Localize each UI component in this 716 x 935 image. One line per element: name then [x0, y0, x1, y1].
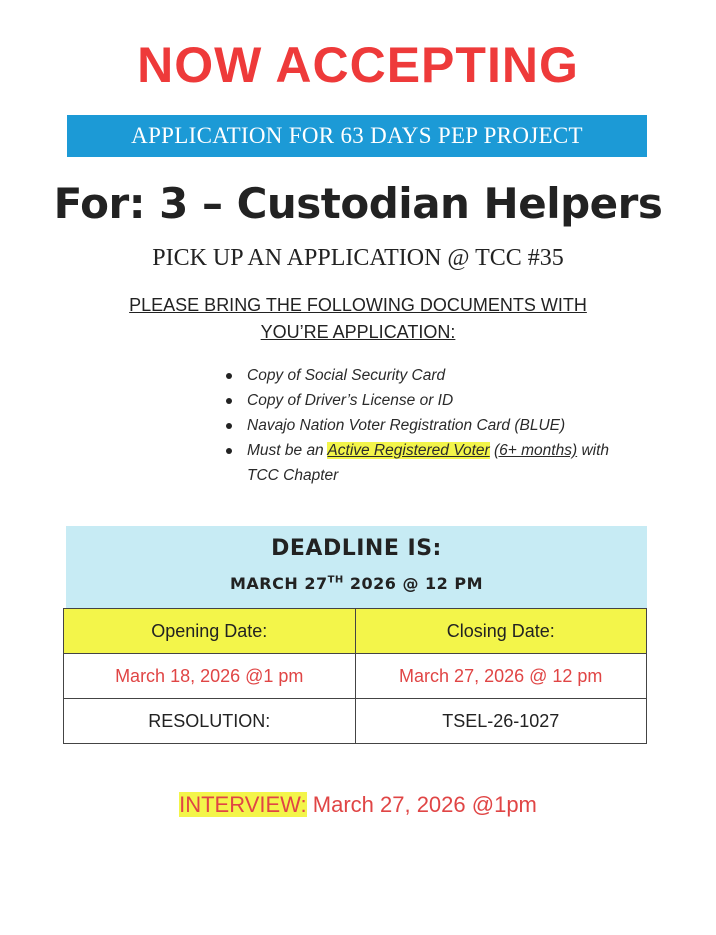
- table-row: [64, 654, 647, 699]
- list-item: [222, 438, 642, 488]
- document-item-text: Copy of Social Security Card: [247, 367, 446, 384]
- opening-date-value: March 18, 2026 @1 pm: [64, 654, 356, 699]
- active-voter-highlight: Active Registered Voter: [327, 442, 490, 459]
- table-row: [64, 699, 647, 744]
- closing-date-value: March 27, 2026 @ 12 pm: [355, 654, 647, 699]
- resolution-value: TSEL-26-1027: [355, 699, 647, 744]
- interview-label: INTERVIEW:: [179, 792, 307, 817]
- document-item-suffix: with TCC Chapter: [247, 442, 610, 484]
- deadline-date: [66, 574, 647, 593]
- interview-date: March 27, 2026 @1pm: [306, 792, 537, 817]
- list-item: [222, 388, 642, 413]
- deadline-date-suffix: 2026 @ 12 PM: [343, 574, 484, 593]
- closing-date-label: Closing Date:: [355, 609, 647, 654]
- deadline-box: [66, 526, 647, 608]
- headline: NOW ACCEPTING: [137, 37, 579, 93]
- list-item: [222, 413, 642, 438]
- months-requirement: (6+ months): [494, 442, 578, 459]
- document-item-prefix: Must be an: [247, 442, 328, 459]
- table-row: [64, 609, 647, 654]
- opening-date-label: Opening Date:: [64, 609, 356, 654]
- deadline-title: DEADLINE IS:: [271, 536, 442, 561]
- document-item-text: Navajo Nation Voter Registration Card (BLUE): [247, 417, 566, 434]
- interview-line: [0, 792, 716, 818]
- dates-table: [63, 608, 647, 744]
- application-banner: APPLICATION FOR 63 DAYS PEP PROJECT: [67, 115, 647, 157]
- position-title: For: 3 – Custodian Helpers: [53, 179, 663, 228]
- list-item: [222, 363, 642, 388]
- documents-heading: [60, 292, 656, 346]
- deadline-date-ordinal: TH: [327, 574, 344, 586]
- documents-heading-line2: YOU’RE APPLICATION:: [260, 322, 456, 342]
- resolution-label: RESOLUTION:: [64, 699, 356, 744]
- documents-list: [222, 363, 642, 488]
- pickup-instruction: PICK UP AN APPLICATION @ TCC #35: [152, 245, 564, 271]
- documents-heading-line1: PLEASE BRING THE FOLLOWING DOCUMENTS WITH: [129, 295, 587, 315]
- document-item-text: Copy of Driver’s License or ID: [247, 392, 454, 409]
- deadline-date-prefix: MARCH 27: [229, 574, 328, 593]
